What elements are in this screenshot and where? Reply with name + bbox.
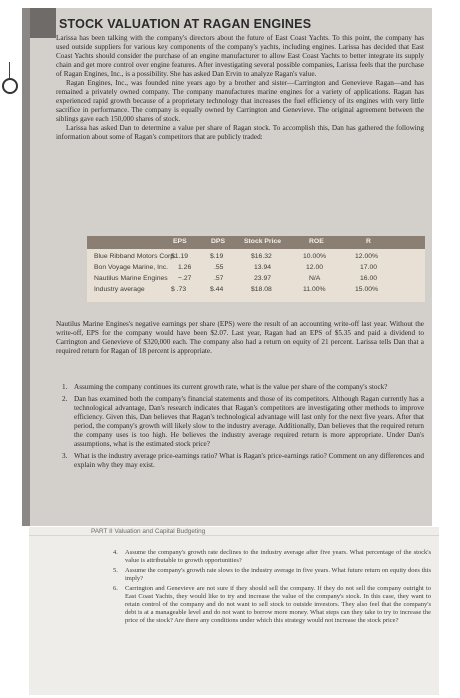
row-price: 23.97 — [254, 275, 272, 282]
question-list — [56, 383, 424, 473]
binder-line — [9, 62, 10, 78]
post-table-text — [56, 320, 424, 356]
row-dps: $.19 — [210, 253, 224, 260]
header-dps: DPS — [211, 238, 225, 245]
question-text: Carrington and Genevieve are not sure if they should sell the company. If they do not sell the company outright to East Coast Yachts, they would like to try and increase the value of the company's stock. In this case, they want to retain control of the company and do not want to sell stock to outside investors. They also feel that the company's debt is at a manageable level and do not want to borrow more money. What steps can they take to try to increase the price of the stock? Are there any conditions under which this strategy would not increase the stock price? — [125, 585, 431, 624]
row-price: $18.08 — [251, 286, 272, 293]
question-item — [56, 452, 424, 470]
row-r: 12.00% — [355, 253, 379, 260]
question-item — [56, 395, 424, 449]
row-price: 13.94 — [254, 264, 272, 271]
question-text: Dan has examined both the company's financial statements and those of its competitors. Although Ragan currently has a technological advantage, Dan's research indicates that Ragan's competitors are investigating other methods to improve efficiency. Given this, Dan believes that Ragan's technological advantage will last only for the next five years. After that period, the company's growth will likely slow to the industry average. Additionally, Dan believes that the required return the company uses is too high. He believes the industry average required return is more appropriate. Under Dan's assumptions, what is the estimated stock price? — [74, 395, 424, 448]
header-stock-price: Stock Price — [244, 238, 282, 245]
row-eps: $ .73 — [171, 286, 187, 293]
question-item — [113, 549, 431, 565]
row-eps: 1.26 — [178, 264, 192, 271]
row-name: Blue Ribband Motors Corp. — [94, 253, 176, 260]
case-title: STOCK VALUATION AT RAGAN ENGINES — [59, 17, 312, 31]
question-text: Assuming the company continues its current growth rate, what is the value per share of the company's stock? — [74, 383, 388, 391]
row-name: Nautilus Marine Engines — [94, 275, 168, 282]
header-eps: EPS — [173, 238, 187, 245]
question-number: 1. — [62, 383, 68, 391]
row-eps: −.27 — [178, 275, 192, 282]
title-bar-marker — [30, 8, 56, 38]
question-number: 5. — [113, 567, 118, 574]
question-number: 3. — [62, 452, 68, 460]
textbook-page-top — [22, 8, 432, 526]
question-item — [113, 567, 431, 583]
header-r: R — [366, 238, 371, 245]
question-item — [56, 383, 424, 392]
question-text: What is the industry average price-earnings ratio? What is Ragan's price-earnings ratio? Comment on any differences and explain why they may exist. — [74, 452, 424, 469]
textbook-page-bottom — [29, 527, 439, 695]
paragraph-2: Ragan Engines, Inc., was founded nine years ago by a brother and sister—Carrington and Genevieve Ragan—and has remained a privately owned company. The company manufactures marine engines for a variety of applications. Ragan has experienced rapid growth because of a proprietary technology that increases the fuel efficiency of its engines with very little sacrifice in performance. The company is equally owned by Carrington and Genevieve. The original agreement between the siblings gave each 150,000 shares of stock. — [56, 79, 424, 123]
row-r: 16.00 — [360, 275, 378, 282]
header-roe: ROE — [309, 238, 324, 245]
competitor-table — [87, 236, 425, 302]
header-rule — [29, 535, 439, 536]
question-item — [113, 585, 431, 625]
row-price: $16.32 — [251, 253, 272, 260]
binder-hole — [2, 78, 18, 94]
row-roe: 12.00 — [306, 264, 324, 271]
row-r: 15.00% — [355, 286, 379, 293]
running-header: PART II Valuation and Capital Budgeting — [91, 528, 206, 535]
row-eps: $1.19 — [171, 253, 189, 260]
row-dps: .55 — [214, 264, 224, 271]
page-gutter — [22, 8, 30, 526]
row-name: Bon Voyage Marine, Inc. — [94, 264, 169, 271]
intro-text — [56, 34, 424, 142]
row-name: Industry average — [94, 286, 145, 293]
row-roe: 11.00% — [303, 286, 326, 293]
row-r: 17.00 — [360, 264, 378, 271]
question-text: Assume the company's growth rate slows to the industry average in five years. What future return on equity does this imply? — [125, 567, 431, 582]
question-number: 6. — [113, 585, 118, 592]
row-dps: $.44 — [210, 286, 224, 293]
question-text: Assume the company's growth rate declines to the industry average after five years. What percentage of the stock's value is attributable to growth opportunities? — [125, 549, 431, 564]
question-list-continued — [113, 549, 431, 627]
row-roe: N/A — [309, 275, 321, 282]
paragraph-4: Nautilus Marine Engines's negative earnings per share (EPS) were the result of an accounting write-off last year. Without the write-off, EPS for the company would have been $2.07. Last year, Ragan had an EPS of $5.35 and paid a dividend to Carrington and Genevieve of $320,000 each. The company also had a return on equity of 21 percent. Larissa tells Dan that a required return for Ragan of 18 percent is appropriate. — [56, 320, 424, 355]
row-roe: 10.00% — [303, 253, 327, 260]
row-dps: .57 — [214, 275, 224, 282]
question-number: 4. — [113, 549, 118, 556]
paragraph-3: Larissa has asked Dan to determine a value per share of Ragan stock. To accomplish this, Dan has gathered the following information about some of Ragan's competitors that are publicly traded: — [56, 124, 424, 141]
question-number: 2. — [62, 395, 68, 403]
paragraph-1: Larissa has been talking with the company's directors about the future of East Coast Yachts. To this point, the company has used outside suppliers for various key components of the company's yachts, including engines. Larissa has decided that East Coast Yachts should consider the purchase of an engine manufacturer to allow East Coast Yachts to better integrate its supply chain and get more control over engine features. After investigating several possible companies, Larissa feels that the purchase of Ragan Engines, Inc., is a possibility. She has asked Dan Ervin to analyze Ragan's value. — [56, 34, 424, 78]
